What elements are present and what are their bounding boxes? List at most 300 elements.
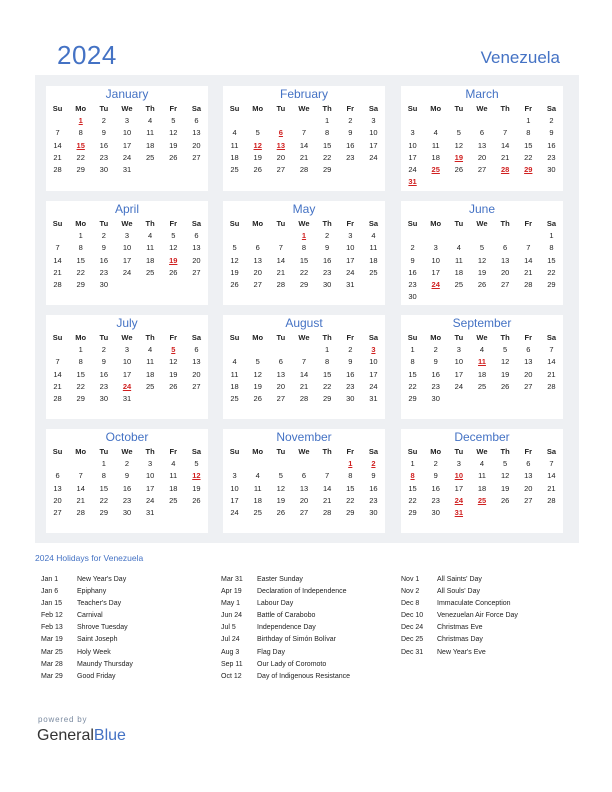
month-august — [223, 315, 385, 419]
day: 12 — [454, 140, 464, 150]
day: 20 — [299, 495, 309, 505]
day: 26 — [500, 495, 510, 505]
weekday-label: Th — [145, 333, 155, 342]
day: 29 — [76, 280, 85, 290]
weekday-label: Sa — [368, 447, 378, 456]
day: 6 — [194, 116, 199, 125]
day: 7 — [526, 243, 531, 253]
day: 27 — [253, 280, 262, 290]
day: 22 — [547, 267, 556, 277]
empty-day — [269, 230, 292, 242]
day: 20 — [500, 267, 510, 277]
day: 20 — [524, 369, 533, 379]
holiday-row — [401, 634, 518, 646]
day: 23 — [122, 495, 132, 505]
day: 17 — [369, 140, 378, 150]
day: 19 — [500, 369, 510, 379]
day: 8 — [410, 357, 415, 367]
day: 28 — [53, 165, 62, 175]
holiday-name: Holy Week — [77, 648, 111, 656]
day: 6 — [479, 128, 485, 138]
day: 31 — [369, 394, 378, 404]
month-may — [223, 201, 385, 305]
weekday-label: Su — [407, 104, 418, 113]
day: 13 — [53, 483, 62, 493]
day: 30 — [99, 165, 109, 175]
day: 19 — [500, 483, 510, 493]
day: 16 — [322, 255, 332, 265]
day: 7 — [301, 128, 307, 138]
day: 8 — [78, 357, 83, 367]
weekday-label: Tu — [454, 333, 464, 342]
day: 2 — [433, 345, 438, 354]
empty-day — [223, 458, 246, 470]
day: 1 — [325, 116, 330, 125]
holiday-row — [221, 659, 350, 671]
holiday-day: 15 — [76, 140, 85, 150]
holiday-day: 13 — [276, 140, 286, 150]
day: 1 — [410, 345, 415, 354]
empty-day — [223, 115, 246, 127]
empty-day — [292, 344, 315, 356]
day: 30 — [99, 280, 109, 290]
month-march — [401, 86, 563, 191]
weekday-label: Mo — [252, 104, 264, 113]
empty-day — [424, 115, 447, 127]
day: 23 — [369, 495, 378, 505]
page-title-year: 2024 — [57, 40, 117, 70]
day: 13 — [524, 471, 533, 481]
day: 3 — [433, 243, 438, 253]
day: 18 — [477, 483, 487, 493]
day: 21 — [299, 381, 309, 391]
empty-day — [246, 230, 269, 242]
weekday-label: Tu — [99, 333, 109, 342]
weekday-label: Sa — [368, 219, 378, 228]
day: 15 — [76, 255, 85, 265]
month-name: March — [465, 87, 499, 101]
weekday-label: Mo — [75, 104, 87, 113]
holiday-name: Day of Indigenous Resistance — [257, 672, 350, 680]
day: 20 — [192, 140, 201, 150]
day: 9 — [433, 471, 438, 481]
day: 4 — [171, 459, 176, 468]
day: 26 — [169, 152, 178, 162]
day: 26 — [169, 267, 178, 277]
holiday-day: 3 — [371, 345, 376, 354]
day: 20 — [477, 152, 487, 162]
weekday-label: Fr — [169, 447, 178, 456]
weekday-header — [223, 331, 385, 344]
day: 14 — [547, 471, 556, 481]
weekday-label: Mo — [252, 447, 264, 456]
day: 8 — [348, 471, 353, 481]
weekday-header — [223, 102, 385, 115]
weekday-label: Su — [229, 104, 240, 113]
weekday-label: Tu — [276, 333, 286, 342]
day: 15 — [524, 140, 533, 150]
month-april — [46, 201, 208, 305]
weekday-label: We — [121, 104, 133, 113]
weekday-label: Sa — [191, 447, 201, 456]
holiday-row — [221, 671, 350, 683]
weekday-label: Su — [52, 447, 63, 456]
day: 17 — [122, 255, 132, 265]
day: 22 — [322, 152, 332, 162]
day: 20 — [524, 483, 533, 493]
day: 23 — [346, 152, 355, 162]
holiday-name: Flag Day — [257, 648, 286, 656]
day: 6 — [255, 243, 260, 253]
day: 13 — [477, 140, 487, 150]
day: 30 — [322, 280, 332, 290]
day: 10 — [122, 357, 132, 367]
day: 8 — [325, 128, 330, 138]
day: 23 — [99, 152, 109, 162]
day: 4 — [232, 357, 237, 367]
day: 23 — [322, 267, 332, 277]
day: 18 — [230, 381, 239, 391]
day: 28 — [547, 495, 556, 505]
holiday-row — [221, 622, 350, 634]
weekday-label: Fr — [524, 219, 533, 228]
day: 1 — [78, 345, 83, 354]
day: 21 — [322, 495, 332, 505]
weekday-label: Sa — [368, 104, 378, 113]
day: 16 — [99, 369, 109, 379]
day: 29 — [346, 508, 355, 518]
day: 8 — [78, 243, 83, 253]
holiday-date: Dec 10 — [401, 612, 424, 620]
holiday-name: New Year's Eve — [437, 648, 486, 656]
day: 5 — [278, 471, 283, 481]
holiday-name: New Year's Day — [77, 576, 127, 583]
holiday-row — [41, 610, 133, 622]
day: 28 — [547, 381, 556, 391]
holiday-name: Christmas Day — [437, 636, 483, 644]
day: 2 — [433, 459, 438, 468]
day: 13 — [253, 255, 262, 265]
day: 28 — [276, 280, 286, 290]
holiday-date: Mar 31 — [221, 576, 243, 583]
weekday-label: Su — [229, 447, 240, 456]
day: 26 — [454, 165, 464, 175]
holiday-day: 28 — [500, 165, 510, 175]
day: 1 — [78, 231, 83, 240]
day: 25 — [230, 394, 239, 404]
month-september — [401, 315, 563, 419]
weekday-label: Sa — [191, 104, 201, 113]
weekday-label: Su — [52, 333, 63, 342]
holiday-date: Dec 8 — [401, 600, 420, 608]
day: 16 — [547, 140, 556, 150]
weekday-label: Su — [52, 104, 63, 113]
day: 12 — [253, 369, 262, 379]
holiday-name: Saint Joseph — [77, 636, 118, 644]
weekday-label: Th — [145, 104, 155, 113]
day: 14 — [53, 255, 62, 265]
day: 1 — [549, 231, 554, 240]
holiday-day: 31 — [454, 508, 464, 518]
empty-day — [424, 230, 447, 242]
holiday-day: 2 — [371, 459, 376, 468]
day: 11 — [230, 369, 239, 379]
holiday-row — [221, 574, 350, 586]
weekday-label: We — [298, 333, 310, 342]
day: 6 — [194, 345, 199, 354]
month-name: January — [105, 87, 149, 101]
holiday-date: Jul 5 — [221, 624, 236, 632]
day: 17 — [346, 255, 355, 265]
holiday-day: 25 — [431, 165, 440, 175]
day: 11 — [169, 471, 178, 481]
weekday-label: Th — [322, 219, 332, 228]
day: 21 — [53, 381, 62, 391]
month-november — [223, 429, 385, 533]
day: 29 — [299, 280, 309, 290]
day: 21 — [53, 267, 62, 277]
holiday-day: 25 — [477, 495, 487, 505]
day: 6 — [278, 357, 283, 367]
day: 4 — [148, 231, 153, 240]
day: 15 — [322, 140, 332, 150]
weekday-label: We — [121, 219, 133, 228]
day: 27 — [524, 495, 533, 505]
days-grid — [401, 344, 563, 405]
day: 18 — [253, 495, 262, 505]
day: 29 — [408, 394, 417, 404]
weekday-label: We — [298, 219, 310, 228]
day: 30 — [431, 508, 440, 518]
holiday-date: Jun 24 — [221, 612, 243, 620]
day: 22 — [408, 495, 417, 505]
day: 5 — [503, 459, 508, 468]
day: 18 — [169, 483, 178, 493]
holiday-column — [221, 574, 350, 683]
day: 18 — [145, 140, 155, 150]
day: 28 — [76, 508, 85, 518]
empty-day — [46, 458, 69, 470]
empty-day — [292, 458, 315, 470]
weekday-label: Fr — [524, 333, 533, 342]
day: 23 — [431, 381, 440, 391]
empty-day — [46, 115, 69, 127]
day: 2 — [101, 345, 106, 354]
day: 10 — [122, 128, 132, 138]
holiday-row — [401, 647, 518, 659]
empty-day — [246, 458, 269, 470]
day: 2 — [101, 116, 106, 125]
holiday-row — [41, 671, 133, 683]
day: 17 — [408, 152, 417, 162]
day: 3 — [410, 128, 415, 138]
day: 26 — [169, 381, 178, 391]
weekday-label: Su — [407, 447, 418, 456]
holiday-day: 24 — [454, 495, 464, 505]
day: 15 — [408, 483, 417, 493]
holiday-row — [221, 610, 350, 622]
day: 28 — [53, 394, 62, 404]
day: 30 — [99, 394, 109, 404]
day: 25 — [145, 267, 155, 277]
holiday-day: 11 — [478, 357, 486, 367]
weekday-label: We — [121, 447, 133, 456]
holiday-name: Our Lady of Coromoto — [257, 660, 327, 668]
day: 17 — [454, 483, 464, 493]
day: 15 — [322, 369, 332, 379]
holiday-date: Mar 29 — [41, 672, 63, 680]
day: 19 — [230, 267, 239, 277]
month-name: May — [292, 202, 316, 216]
day: 25 — [145, 152, 155, 162]
day: 22 — [76, 267, 85, 277]
holiday-row — [221, 586, 350, 598]
weekday-label: Fr — [346, 333, 355, 342]
weekday-label: Mo — [75, 219, 87, 228]
day: 24 — [230, 508, 239, 518]
day: 3 — [232, 471, 237, 481]
holiday-name: Labour Day — [257, 600, 294, 608]
weekday-label: Tu — [99, 219, 109, 228]
weekday-label: Su — [229, 333, 240, 342]
month-name: April — [114, 202, 139, 216]
day: 4 — [433, 128, 438, 138]
day: 13 — [192, 128, 201, 138]
day: 16 — [346, 369, 355, 379]
weekday-label: Th — [500, 104, 510, 113]
day: 29 — [408, 508, 417, 518]
day: 24 — [346, 267, 355, 277]
weekday-label: Fr — [524, 104, 533, 113]
holiday-name: Teacher's Day — [77, 600, 122, 608]
day: 4 — [255, 471, 260, 481]
day: 4 — [232, 128, 237, 138]
day: 12 — [500, 471, 510, 481]
day: 16 — [431, 369, 440, 379]
day: 31 — [122, 165, 132, 175]
holidays-title: 2024 Holidays for Venezuela — [35, 553, 144, 563]
day: 9 — [348, 128, 353, 138]
day: 8 — [549, 243, 554, 253]
day: 3 — [348, 231, 353, 240]
weekday-header — [401, 102, 563, 115]
holiday-date: Jan 1 — [41, 576, 59, 583]
holiday-row — [41, 659, 133, 671]
day: 14 — [500, 140, 510, 150]
weekday-label: Th — [500, 219, 510, 228]
empty-day — [470, 230, 493, 242]
weekday-label: Tu — [276, 104, 286, 113]
day: 3 — [124, 345, 130, 354]
day: 9 — [410, 255, 415, 265]
day: 13 — [299, 483, 309, 493]
day: 10 — [122, 243, 132, 253]
holiday-name: Birthday of Simón Bolívar — [257, 636, 336, 644]
weekday-label: Sa — [191, 219, 201, 228]
month-name: September — [452, 316, 512, 330]
weekday-label: Fr — [169, 333, 178, 342]
holiday-row — [401, 586, 518, 598]
holiday-name: Easter Sunday — [257, 576, 303, 583]
day: 13 — [500, 255, 510, 265]
day: 22 — [408, 381, 417, 391]
month-july — [46, 315, 208, 419]
day: 6 — [526, 459, 531, 468]
day: 21 — [524, 267, 533, 277]
month-december — [401, 429, 563, 533]
day: 31 — [145, 508, 155, 518]
day: 25 — [169, 495, 178, 505]
holiday-date: Feb 13 — [41, 624, 63, 632]
day: 9 — [101, 243, 106, 253]
day: 16 — [99, 140, 109, 150]
powered-by-label: powered by — [38, 715, 88, 724]
weekday-label: Tu — [99, 447, 109, 456]
day: 7 — [55, 243, 60, 253]
day: 25 — [145, 381, 155, 391]
day: 1 — [410, 459, 415, 468]
day: 19 — [192, 483, 201, 493]
day: 18 — [230, 152, 239, 162]
day: 7 — [55, 128, 60, 138]
day: 3 — [124, 116, 130, 125]
weekday-label: Tu — [276, 447, 286, 456]
weekday-header — [46, 102, 208, 115]
weekday-label: Th — [322, 447, 332, 456]
empty-day — [46, 230, 69, 242]
day: 10 — [431, 255, 440, 265]
day: 16 — [99, 255, 109, 265]
day: 19 — [477, 267, 487, 277]
day: 23 — [99, 267, 109, 277]
holiday-row — [401, 622, 518, 634]
month-name: June — [468, 202, 496, 216]
day: 3 — [124, 231, 130, 240]
day: 15 — [99, 483, 109, 493]
weekday-label: Th — [322, 333, 332, 342]
day: 11 — [230, 140, 239, 150]
weekday-label: Mo — [430, 447, 442, 456]
days-grid — [46, 458, 208, 519]
weekday-label: Fr — [346, 104, 355, 113]
empty-day — [246, 344, 269, 356]
day: 7 — [549, 459, 554, 468]
day: 5 — [171, 231, 176, 240]
day: 16 — [408, 267, 417, 277]
days-grid — [46, 344, 208, 405]
days-grid — [401, 458, 563, 519]
day: 29 — [547, 280, 556, 290]
holiday-day: 24 — [122, 381, 132, 391]
holiday-row — [41, 574, 133, 586]
day: 21 — [299, 152, 309, 162]
day: 12 — [230, 255, 239, 265]
empty-day — [494, 115, 517, 127]
day: 29 — [99, 508, 109, 518]
day: 11 — [369, 243, 378, 253]
days-grid — [223, 115, 385, 176]
holiday-day: 10 — [454, 471, 464, 481]
holiday-row — [41, 647, 133, 659]
weekday-label: Tu — [99, 104, 109, 113]
day: 5 — [503, 345, 508, 354]
day: 5 — [232, 243, 237, 253]
day: 16 — [122, 483, 132, 493]
holiday-date: Jan 6 — [41, 588, 59, 596]
day: 14 — [53, 140, 62, 150]
holiday-name: Independence Day — [257, 624, 316, 632]
day: 2 — [101, 231, 106, 240]
